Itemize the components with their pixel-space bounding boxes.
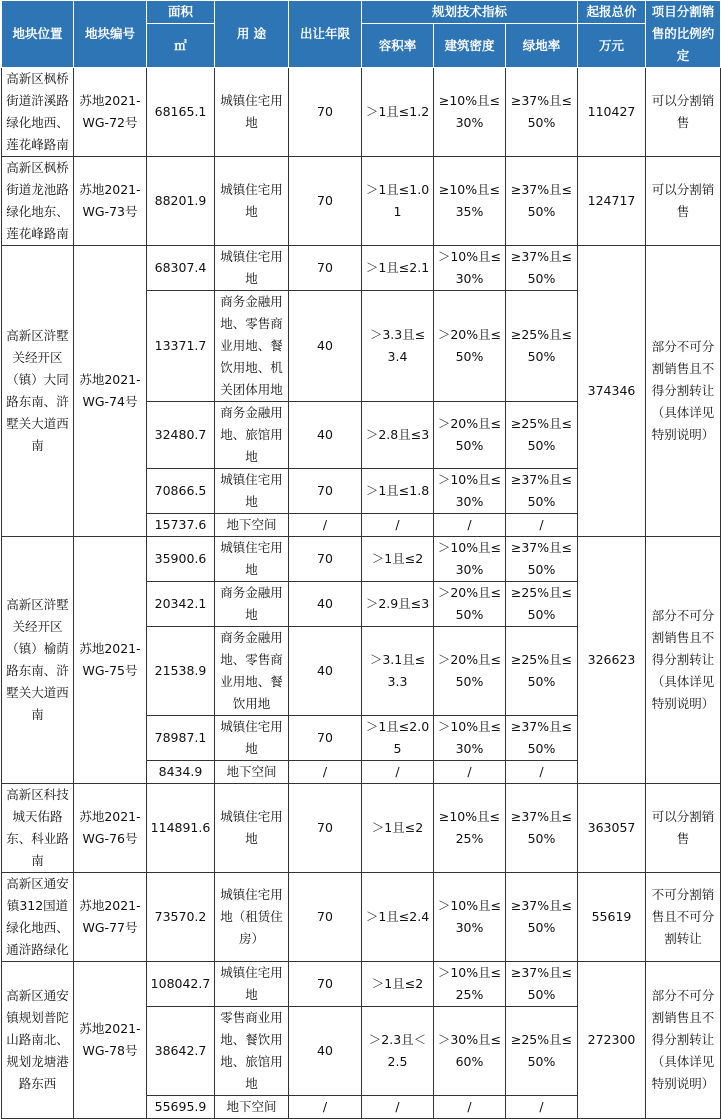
sale-cell: 可以分割销售 [646,157,721,246]
header-area-unit: ㎡ [147,24,215,68]
plot-code: 苏地2021-WG-74号 [74,246,147,537]
area-cell: 20342.1 [147,582,215,627]
green-cell: ≥25%且≤50% [506,582,578,627]
plot-location: 高新区枫桥街道龙池路绿化地东、莲花峰路南 [2,157,74,246]
header-use: 用 途 [215,1,289,68]
table-row [2,68,721,157]
area-cell: 13371.7 [147,291,215,402]
density-cell: ≥10%且≤30% [434,68,506,157]
table-body [2,68,721,1119]
green-cell: ≥37%且≤50% [506,246,578,291]
use-cell: 城镇住宅用地 [215,784,289,873]
area-cell: 38642.7 [147,1007,215,1096]
far-cell: ＞3.3且≤3.4 [362,291,434,402]
green-cell: ≥37%且≤50% [506,68,578,157]
header-green: 绿地率 [506,24,578,68]
far-cell: ＞1且≤2.05 [362,716,434,761]
table-row [2,784,721,873]
green-cell: ≥37%且≤50% [506,716,578,761]
area-cell: 114891.6 [147,784,215,873]
green-cell: ≥37%且≤50% [506,784,578,873]
use-cell: 城镇住宅用地 [215,962,289,1007]
far-cell: ＞1且≤1.2 [362,68,434,157]
years-cell: 70 [289,157,362,246]
use-cell: 城镇住宅用地 [215,157,289,246]
header-indicators: 规划技术指标 [362,1,578,24]
use-cell: 商务金融用地、零售商业用地、餐饮用地、机关团体用地 [215,291,289,402]
use-cell: 城镇住宅用地 [215,716,289,761]
green-cell: ≥37%且≤50% [506,157,578,246]
use-cell: 商务金融用地、零售商业用地、餐饮用地 [215,627,289,716]
years-cell: / [289,1096,362,1119]
table-row [2,873,721,962]
far-cell: ＞2.8且≤3 [362,402,434,469]
far-cell: / [362,761,434,784]
plot-code: 苏地2021-WG-78号 [74,962,147,1119]
header-sale: 项目分割销售的比例约定 [646,1,721,68]
years-cell: 70 [289,962,362,1007]
plot-location: 高新区枫桥街道浒溪路绿化地西、莲花峰路南 [2,68,74,157]
area-cell: 32480.7 [147,402,215,469]
header-price-unit: 万元 [578,24,646,68]
years-cell: 40 [289,627,362,716]
price-cell: 110427 [578,68,646,157]
far-cell: ＞3.1且≤3.3 [362,627,434,716]
far-cell: ＞1且≤2 [362,784,434,873]
sale-cell: 部分不可分割销售且不得分割转让（具体详见特别说明） [646,246,721,537]
price-cell: 363057 [578,784,646,873]
years-cell: 40 [289,291,362,402]
far-cell: / [362,1096,434,1119]
green-cell: ≥37%且≤50% [506,469,578,514]
plot-code: 苏地2021-WG-75号 [74,537,147,784]
area-cell: 35900.6 [147,537,215,582]
years-cell: 70 [289,716,362,761]
far-cell: ＞1且≤2.4 [362,873,434,962]
years-cell: 70 [289,873,362,962]
years-cell: / [289,514,362,537]
use-cell: 地下空间 [215,514,289,537]
years-cell: 70 [289,246,362,291]
use-cell: 地下空间 [215,1096,289,1119]
years-cell: 40 [289,582,362,627]
use-cell: 城镇住宅用地 [215,246,289,291]
density-cell: ＞20%且≤50% [434,627,506,716]
plot-code: 苏地2021-WG-72号 [74,68,147,157]
use-cell: 城镇住宅用地（租赁住房） [215,873,289,962]
density-cell: ＞10%且≤30% [434,873,506,962]
area-cell: 70866.5 [147,469,215,514]
green-cell: / [506,514,578,537]
years-cell: 70 [289,784,362,873]
years-cell: / [289,761,362,784]
area-cell: 88201.9 [147,157,215,246]
table-row [2,962,721,1007]
area-cell: 55695.9 [147,1096,215,1119]
density-cell: / [434,1096,506,1119]
density-cell: ≥10%且≤25% [434,784,506,873]
density-cell: ≥10%且≤35% [434,157,506,246]
density-cell: ＞10%且≤30% [434,716,506,761]
price-cell: 326623 [578,537,646,784]
far-cell: ＞2.3且＜2.5 [362,1007,434,1096]
density-cell: ＞10%且≤30% [434,537,506,582]
density-cell: ＞20%且≤50% [434,582,506,627]
far-cell: ＞2.9且≤3 [362,582,434,627]
use-cell: 城镇住宅用地 [215,469,289,514]
far-cell: ＞1且≤2 [362,962,434,1007]
plot-location: 高新区通安镇312国道绿化地西、通浒路绿化 [2,873,74,962]
green-cell: ≥37%且≤50% [506,537,578,582]
plot-location: 高新区通安镇规划普陀山路南北、规划龙塘港路东西 [2,962,74,1119]
years-cell: 70 [289,68,362,157]
sale-cell: 可以分割销售 [646,68,721,157]
density-cell: ＞10%且≤30% [434,469,506,514]
green-cell: ≥37%且≤50% [506,962,578,1007]
density-cell: ＞10%且≤30% [434,246,506,291]
green-cell: ≥25%且≤50% [506,402,578,469]
header-location: 地块位置 [2,1,74,68]
far-cell: / [362,514,434,537]
area-cell: 68307.4 [147,246,215,291]
years-cell: 40 [289,1007,362,1096]
plot-location: 高新区科技城天佑路东、科业路南 [2,784,74,873]
green-cell: / [506,1096,578,1119]
plot-code: 苏地2021-WG-77号 [74,873,147,962]
table-row [2,157,721,246]
density-cell: ＞10%且≤25% [434,962,506,1007]
density-cell: ＞30%且≤60% [434,1007,506,1096]
use-cell: 地下空间 [215,761,289,784]
far-cell: ＞1且≤2 [362,537,434,582]
table-row [2,246,721,291]
area-cell: 78987.1 [147,716,215,761]
price-cell: 55619 [578,873,646,962]
green-cell: ≥25%且≤50% [506,291,578,402]
sale-cell: 部分不可分割销售且不得分割转让（具体详见特别说明） [646,537,721,784]
area-cell: 68165.1 [147,68,215,157]
density-cell: ＞20%且≤50% [434,402,506,469]
plot-code: 苏地2021-WG-76号 [74,784,147,873]
green-cell: / [506,761,578,784]
far-cell: ＞1且≤2.1 [362,246,434,291]
green-cell: ≥37%且≤50% [506,873,578,962]
sale-cell: 部分不可分割销售且不得分割转让（具体详见特别说明） [646,962,721,1119]
table-row [2,537,721,582]
header-price: 起报总价 [578,1,646,24]
years-cell: 40 [289,402,362,469]
area-cell: 108042.7 [147,962,215,1007]
sale-cell: 可以分割销售 [646,784,721,873]
header-code: 地块编号 [74,1,147,68]
plot-code: 苏地2021-WG-73号 [74,157,147,246]
far-cell: ＞1且≤1.01 [362,157,434,246]
years-cell: 70 [289,537,362,582]
use-cell: 城镇住宅用地 [215,537,289,582]
area-cell: 15737.6 [147,514,215,537]
sale-cell: 不可分割销售且不可分割转让 [646,873,721,962]
use-cell: 商务金融用地 [215,582,289,627]
green-cell: ≥25%且≤50% [506,1007,578,1096]
density-cell: / [434,514,506,537]
area-cell: 21538.9 [147,627,215,716]
header-years: 出让年限 [289,1,362,68]
price-cell: 272300 [578,962,646,1119]
use-cell: 商务金融用地、旅馆用地 [215,402,289,469]
use-cell: 零售商业用地、餐饮用地、旅馆用地 [215,1007,289,1096]
plot-location: 高新区浒墅关经开区（镇）大同路东南、浒墅关大道西南 [2,246,74,537]
price-cell: 374346 [578,246,646,537]
green-cell: ≥25%且≤50% [506,627,578,716]
price-cell: 124717 [578,157,646,246]
years-cell: 70 [289,469,362,514]
header-area: 面积 [147,1,215,24]
far-cell: ＞1且≤1.8 [362,469,434,514]
density-cell: / [434,761,506,784]
header-density: 建筑密度 [434,24,506,68]
land-table [1,0,721,1119]
plot-location: 高新区浒墅关经开区（镇）榆荫路东南、浒墅关大道西南 [2,537,74,784]
density-cell: ＞20%且≤50% [434,291,506,402]
use-cell: 城镇住宅用地 [215,68,289,157]
area-cell: 8434.9 [147,761,215,784]
header-far: 容积率 [362,24,434,68]
area-cell: 73570.2 [147,873,215,962]
